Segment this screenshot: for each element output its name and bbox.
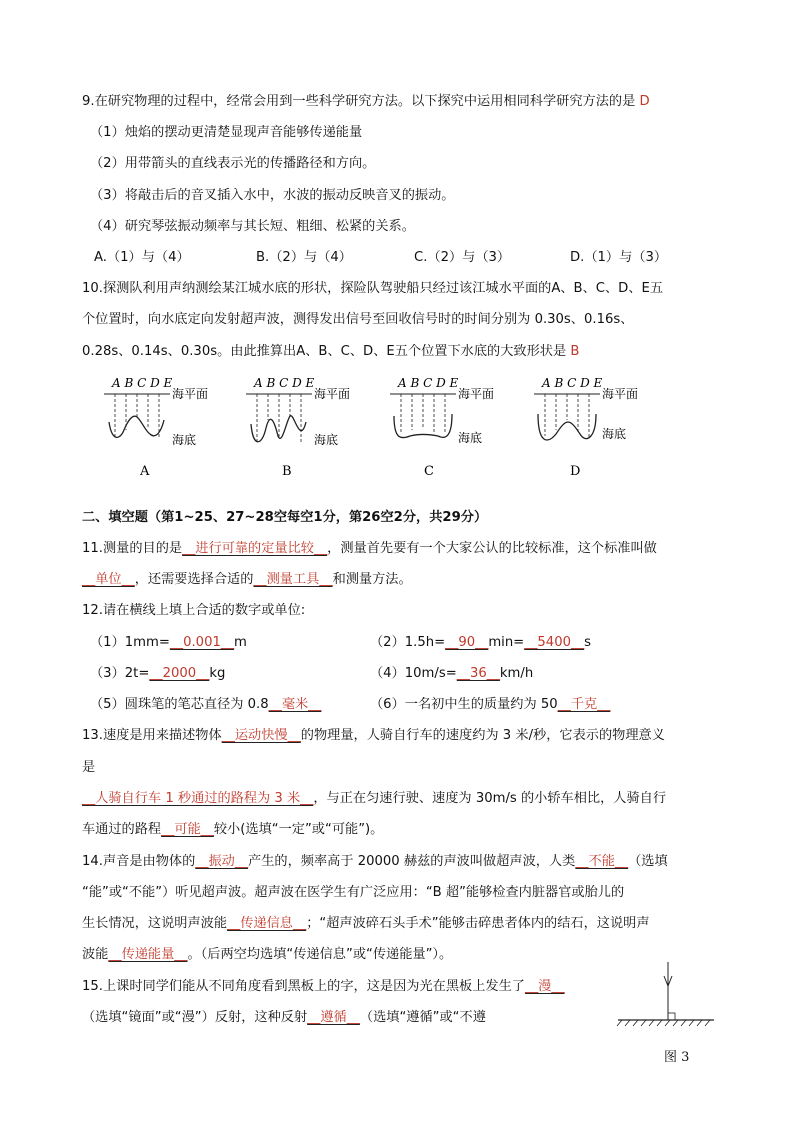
q12-blank-4: __2000__ — [149, 666, 210, 681]
q11-blank-2: __单位__ — [82, 572, 135, 587]
fig-b-points: A B C D E — [254, 376, 315, 390]
q12-item-2: （2）1.5h=__90__min=__5400__s — [370, 635, 592, 650]
q12-item-5: （5）圆珠笔的笔芯直径为 0.8__毫米__ — [90, 697, 322, 712]
fig-d-label: D — [570, 464, 581, 477]
q12-blank-7: __千克__ — [557, 697, 611, 712]
q9-answer: D — [639, 94, 650, 109]
fig-b-sea-floor: 海底 — [314, 433, 339, 447]
q15-blank-2: __遵循__ — [307, 1010, 360, 1025]
q10-answer: B — [570, 344, 580, 359]
fig-d-sea-floor: 海底 — [602, 427, 627, 441]
q9-item-3: （3）将敲击后的音叉插入水中，水波的振动反映音叉的振动。 — [90, 188, 455, 203]
q12-blank-3: __5400__ — [524, 635, 585, 650]
fig-d-sea-level: 海平面 — [602, 387, 639, 401]
q10-line-2: 个位置时，向水底定向发射超声波，测得发出信号至回收信号时的时间分别为 0.30s、0.16s、 — [82, 312, 634, 327]
q9-item-2: （2）用带箭头的直线表示光的传播路径和方向。 — [90, 156, 376, 171]
q12-blank-6: __毫米__ — [268, 697, 322, 712]
q13-blank-1: __运动快慢__ — [221, 728, 301, 743]
q9-option-a: A.（1）与（4） — [94, 250, 190, 265]
q13-line-1: 13.速度是用来描述物体__运动快慢__的物理量，人骑自行车的速度约为 3 米/秒，它表示的物理意义 — [82, 728, 665, 743]
figure-3-caption: 图 3 — [664, 1050, 690, 1065]
q9-stem: 9.在研究物理的过程中，经常会用到一些科学研究方法。以下探究中运用相同科学研究方法的是 D — [82, 94, 650, 109]
fig-c-sea-floor: 海底 — [458, 431, 483, 445]
q11-line-1: 11.测量的目的是__进行可靠的定量比较__，测量首先要有一个大家公认的比较标准，这个标准叫做 — [82, 541, 657, 556]
q14-blank-4: __传递能量__ — [108, 947, 188, 962]
fig-d-points: A B C D E — [542, 376, 603, 390]
fig-a-sea-floor: 海底 — [172, 433, 197, 447]
q13-blank-2: __人骑自行车 1 秒通过的路程为 3 米__ — [82, 791, 314, 806]
q11-blank-1: __进行可靠的定量比较__ — [182, 541, 328, 556]
fig-c-label: C — [424, 464, 434, 477]
q15-blank-1: __漫__ — [524, 979, 565, 994]
q12-blank-2: __90__ — [445, 635, 489, 650]
sonar-figure-b — [246, 376, 350, 477]
q12-item-1: （1）1mm=__0.001__m — [90, 635, 247, 650]
fig-a-sea-level: 海平面 — [172, 387, 209, 401]
q9-option-d: D.（1）与（3） — [570, 250, 668, 265]
fig-b-label: B — [282, 464, 292, 477]
q14-line-4: 波能__传递能量__。（后两空均选填“传递信息”或“传递能量”）。 — [82, 947, 453, 962]
fig-c-points: A B C D E — [398, 376, 459, 390]
fig-a-points: A B C D E — [112, 376, 173, 390]
q9-option-c: C.（2）与（3） — [414, 250, 511, 265]
q14-blank-1: __振动__ — [195, 854, 249, 869]
q14-line-1: 14.声音是由物体的__振动__产生的，频率高于 20000 赫兹的声波叫做超声波，人类__不能__（选填 — [82, 854, 668, 869]
figure-3-diagram — [610, 960, 720, 1032]
q13-blank-3: __可能__ — [161, 822, 214, 837]
q12-blank-1: __0.001__ — [169, 635, 235, 650]
sonar-figure-d — [534, 376, 638, 477]
section-heading: 二、填空题（第1~25、27~28空每空1分，第26空2分，共29分） — [82, 510, 488, 525]
q14-blank-2: __不能__ — [575, 854, 629, 869]
q12-item-4: （4）10m/s=__36__km/h — [370, 666, 534, 681]
sonar-figure-a — [104, 376, 208, 477]
q15-line-1: 15.上课时同学们能从不同角度看到黑板上的字，这是因为光在黑板上发生了__漫__ — [82, 979, 565, 994]
q12-item-3: （3）2t=__2000__kg — [90, 666, 226, 681]
q10-line-1: 10.探测队利用声纳测绘某江城水底的形状，探险队驾驶船只经过该江城水平面的A、B、C、D、E五 — [82, 281, 664, 296]
sonar-figure-c — [390, 376, 494, 477]
fig-a-label: A — [140, 464, 150, 477]
q14-blank-3: __传递信息__ — [227, 916, 307, 931]
q13-line-4: 车通过的路程__可能__较小(选填“一定”或“可能”)。 — [82, 822, 384, 837]
q13-line-3: __人骑自行车 1 秒通过的路程为 3 米__，与正在匀速行驶、速度为 30m/s 的小轿车相比，人骑自行 — [82, 791, 667, 806]
q12-stem: 12.请在横线上填上合适的数字或单位: — [82, 603, 306, 618]
fig-b-sea-level: 海平面 — [314, 387, 351, 401]
q9-item-1: （1）烛焰的摆动更清楚显现声音能够传递能量 — [90, 125, 363, 140]
q14-line-3: 生长情况，这说明声波能__传递信息__；“超声波碎石头手术”能够击碎患者体内的结石，这说明声 — [82, 916, 650, 931]
q13-line-2: 是 — [82, 760, 96, 775]
q9-item-4: （4）研究琴弦振动频率与其长短、粗细、松紧的关系。 — [90, 219, 415, 234]
fig-c-sea-level: 海平面 — [458, 387, 495, 401]
q12-blank-5: __36__ — [456, 666, 500, 681]
sonar-figures — [96, 372, 696, 477]
q15-line-2: （选填“镜面”或“漫”）反射，这种反射__遵循__（选填“遵循”或“不遵 — [82, 1010, 486, 1025]
q11-blank-3: __测量工具__ — [253, 572, 333, 587]
q14-line-2: “能”或“不能”）听见超声波。超声波在医学生有广泛应用：“B 超”能够检查内脏器官或胎儿的 — [82, 885, 625, 900]
q9-option-b: B.（2）与（4） — [256, 250, 352, 265]
q11-line-2: __单位__，还需要选择合适的__测量工具__和测量方法。 — [82, 572, 412, 587]
q10-line-3: 0.28s、0.14s、0.30s。由此推算出A、B、C、D、E五个位置下水底的大致形状是 B — [82, 344, 580, 359]
q12-item-6: （6）一名初中生的质量约为 50__千克__ — [370, 697, 611, 712]
